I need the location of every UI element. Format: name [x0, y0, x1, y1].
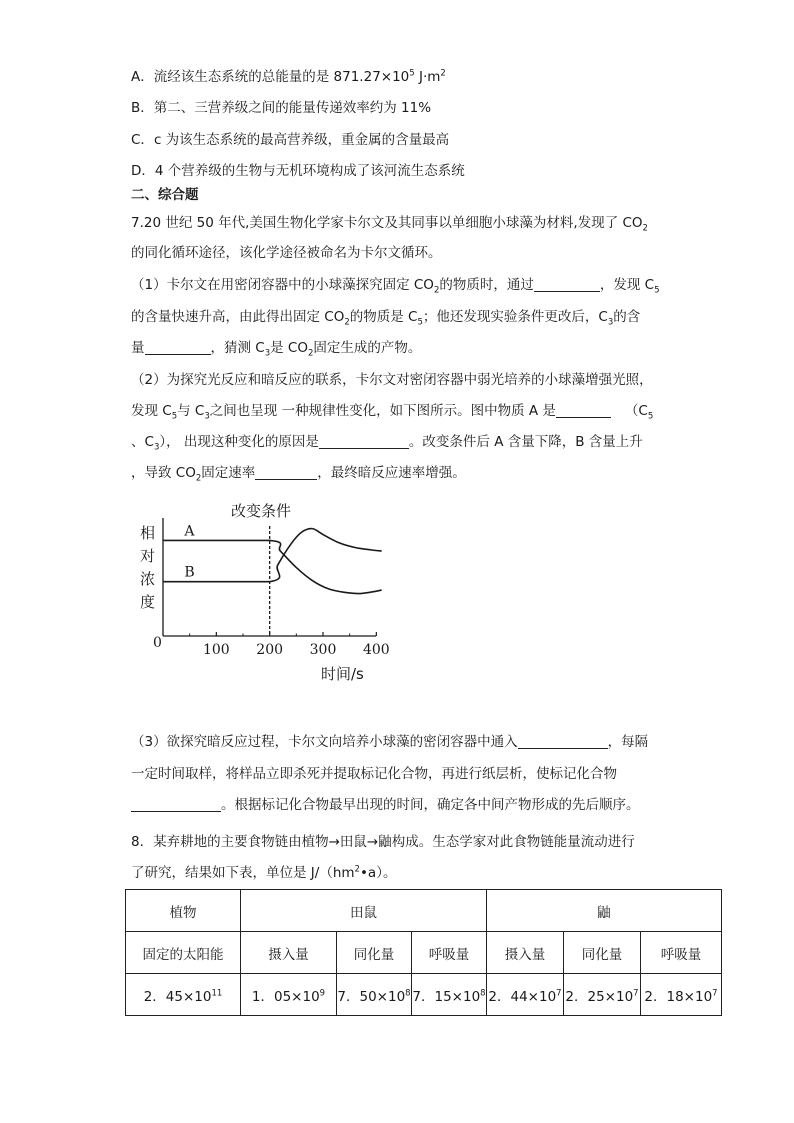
- table-header-cell: 同化量: [337, 932, 412, 974]
- table-header-cell: 摄入量: [487, 932, 564, 974]
- chart-title: 改变条件: [231, 502, 292, 520]
- table-cell: 2．$45\times 10^{11}$: [126, 974, 241, 1016]
- q7-part2-line-1: （2）为探究光反应和暗反应的联系，卡尔文对密闭容器中弱光培养的小球藻增强光照，: [131, 372, 653, 388]
- energy-flow-table: [125, 889, 722, 1016]
- y-axis-label-char: 度: [140, 593, 156, 611]
- q8-line-2: 了研究，结果如下表，单位是 $J/(hm^2•a)$。: [131, 864, 397, 881]
- x-tick-label: 300: [309, 642, 337, 658]
- q8-line-1: 8．某弃耕地的主要食物链由植物→田鼠→鼬构成。生态学家对此食物链能量流动进行: [131, 834, 635, 850]
- series-label-B: B: [184, 564, 195, 581]
- table-header-cell: 田鼠: [241, 890, 487, 932]
- table-header-cell: 鼬: [487, 890, 722, 932]
- table-header-cell: 摄入量: [241, 932, 337, 974]
- q7-part3-line-1: （3）欲探究暗反应过程，卡尔文向培养小球藻的密闭容器中通入 ，每隔: [131, 734, 649, 750]
- table-cell: 7．$15\times 10^8$: [412, 974, 487, 1016]
- answer-blank-5[interactable]: [255, 465, 317, 480]
- q7-line-1: 7.20 世纪 50 年代,美国生物化学家卡尔文及其同事以单细胞小球藻为材料,发现了 $CO_2$: [131, 215, 648, 234]
- y-axis-label-char: 浓: [140, 570, 156, 588]
- q7-part1-line-2: 的含量快速升高，由此得出固定 $CO_2$的物质是 $C_5$；他还发现实验条件更改后，$C_3$的含: [131, 309, 641, 328]
- table-cell: 2．$18\times 10^7$: [641, 974, 722, 1016]
- option-a: A．流经该生态系统的总能量的是 $871.27\times 10^5$ $J\cdot m^2$: [131, 68, 446, 85]
- option-d: D．4 个营养级的生物与无机环境构成了该河流生态系统: [131, 163, 465, 179]
- x-axis-label: 时间/s: [321, 665, 364, 683]
- table-header-cell: 同化量: [564, 932, 641, 974]
- table-cell: 2．$25\times 10^7$: [564, 974, 641, 1016]
- answer-blank-6[interactable]: [518, 734, 608, 749]
- series-line-B: [163, 529, 382, 582]
- q7-part1-line-3: 量 ，猜测 $C_3$是 $CO_2$固定生成的产物。: [131, 340, 422, 359]
- x-tick-label: 100: [202, 642, 230, 658]
- table-cell: 1．$05\times 10^9$: [241, 974, 337, 1016]
- table-cell: 7．$50\times 10^8$: [337, 974, 412, 1016]
- table-header-cell: 呼吸量: [412, 932, 487, 974]
- origin-label: 0: [153, 635, 162, 651]
- y-axis-label-char: 相: [140, 524, 156, 542]
- q7-part3-line-2: 一定时间取样，将样品立即杀死并提取标记化合物，再进行纸层析，使标记化合物: [131, 766, 617, 782]
- table-row: [126, 974, 722, 1016]
- table-cell: 2．$44\times 10^7$: [487, 974, 564, 1016]
- q7-line-2: 的同化循环途径，该化学途径被命名为卡尔文循环。: [131, 245, 442, 261]
- table-header-row-2: [126, 932, 722, 974]
- answer-blank-3[interactable]: [556, 403, 611, 418]
- answer-blank-4[interactable]: [319, 434, 409, 449]
- q7-part1-line-1: （1）卡尔文在用密闭容器中的小球藻探究固定 $CO_2$的物质时，通过 ，发现 $C_5$: [131, 277, 660, 296]
- series-label-A: A: [184, 523, 195, 540]
- answer-blank-2[interactable]: [145, 340, 211, 355]
- answer-blank-7[interactable]: [131, 797, 221, 812]
- table-header-cell: 植物: [126, 890, 241, 932]
- q7-part3-line-3: 。根据标记化合物最早出现的时间，确定各中间产物形成的先后顺序。: [131, 796, 640, 814]
- answer-blank-1[interactable]: [534, 277, 600, 292]
- q7-part2-line-2: 发现 $C_5$与 $C_3$之间也呈现 一种规律性变化，如下图所示。图中物质 A 是 （$C_5$: [131, 403, 654, 422]
- section-title: 二、综合题: [131, 187, 199, 203]
- concentration-chart: [136, 498, 390, 688]
- table-header-cell: 呼吸量: [641, 932, 722, 974]
- table-header-row-1: [126, 890, 722, 932]
- series-line-A: [163, 540, 382, 593]
- option-c: C．c 为该生态系统的最高营养级，重金属的含量最高: [131, 132, 450, 148]
- y-axis-label-char: 对: [140, 547, 156, 565]
- x-tick-label: 400: [362, 642, 390, 658]
- x-tick-label: 200: [256, 642, 284, 658]
- table-header-cell: 固定的太阳能: [126, 932, 241, 974]
- q7-part2-line-3: 、$C_3$）， 出现这种变化的原因是 。改变条件后 A 含量下降，B 含量上升: [131, 434, 643, 453]
- option-b: B．第二、三营养级之间的能量传递效率约为 11%: [131, 100, 432, 116]
- q7-part2-line-4: ，导致 $CO_2$固定速率 ，最终暗反应速率增强。: [131, 465, 466, 484]
